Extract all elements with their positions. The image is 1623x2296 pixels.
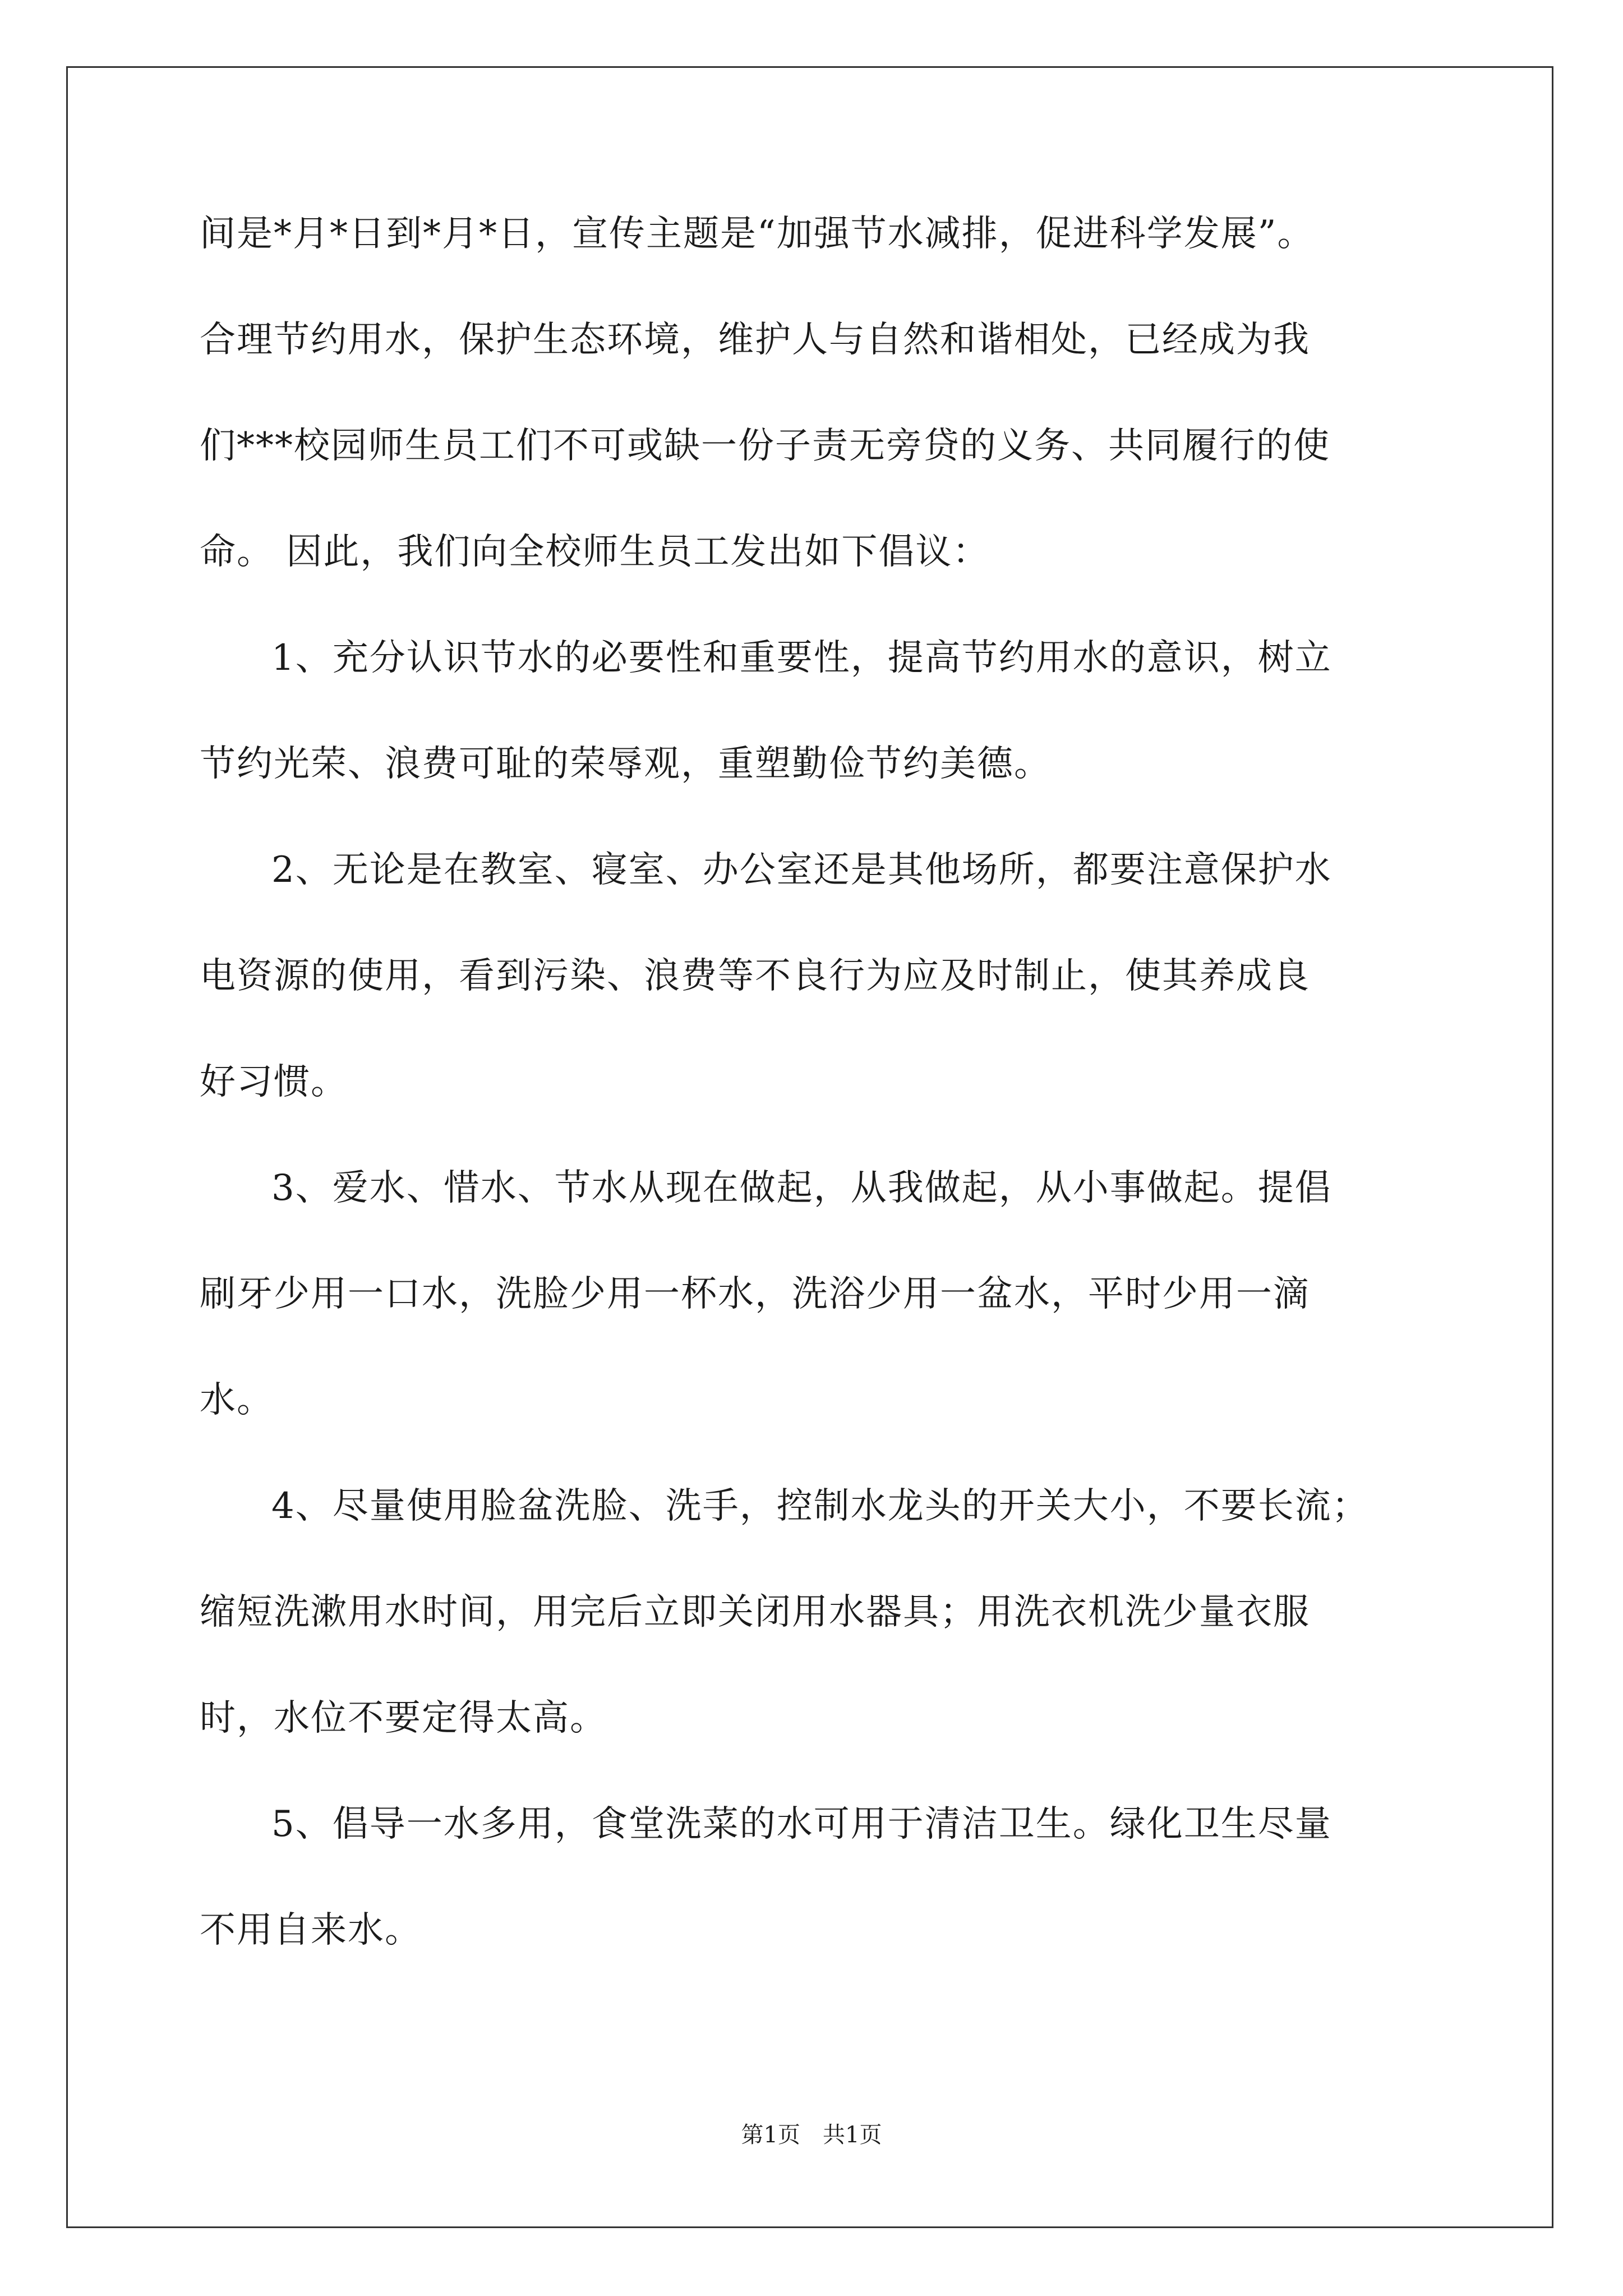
text-line: 5、倡导一水多用，食堂洗菜的水可用于清洁卫生。绿化卫生尽量 <box>271 1803 1332 1845</box>
document-body <box>200 208 1425 2010</box>
text-line: 电资源的使用，看到污染、浪费等不良行为应及时制止，使其养成良 <box>200 955 1310 997</box>
text-line: 3、爱水、惜水、节水从现在做起，从我做起，从小事做起。提倡 <box>271 1167 1332 1209</box>
text-line: 水。 <box>200 1379 274 1421</box>
text-line: 2、无论是在教室、寝室、办公室还是其他场所，都要注意保护水 <box>271 849 1332 891</box>
text-line: 4、尽量使用脸盆洗脸、洗手，控制水龙头的开关大小，不要长流； <box>271 1485 1369 1527</box>
text-line: 时，水位不要定得太高。 <box>200 1697 607 1739</box>
text-line: 合理节约用水，保护生态环境，维护人与自然和谐相处，已经成为我 <box>200 319 1310 361</box>
text-line: 命。 因此，我们向全校师生员工发出如下倡议： <box>200 531 990 573</box>
text-line: 间是*月*日到*月*日，宣传主题是“加强节水减排，促进科学发展”。 <box>200 213 1315 255</box>
text-line: 节约光荣、浪费可耻的荣辱观，重塑勤俭节约美德。 <box>200 743 1051 785</box>
page-footer: 第1页 共1页 <box>741 2122 882 2148</box>
text-line: 缩短洗漱用水时间，用完后立即关闭用水器具；用洗衣机洗少量衣服 <box>200 1591 1310 1633</box>
text-line: 1、充分认识节水的必要性和重要性，提高节约用水的意识，树立 <box>271 637 1332 679</box>
text-line: 们***校园师生员工们不可或缺一份子责无旁贷的义务、共同履行的使 <box>200 425 1330 467</box>
text-line: 好习惯。 <box>200 1061 348 1103</box>
text-line: 刷牙少用一口水，洗脸少用一杯水，洗浴少用一盆水，平时少用一滴 <box>200 1273 1310 1315</box>
text-line: 不用自来水。 <box>200 1910 422 1951</box>
